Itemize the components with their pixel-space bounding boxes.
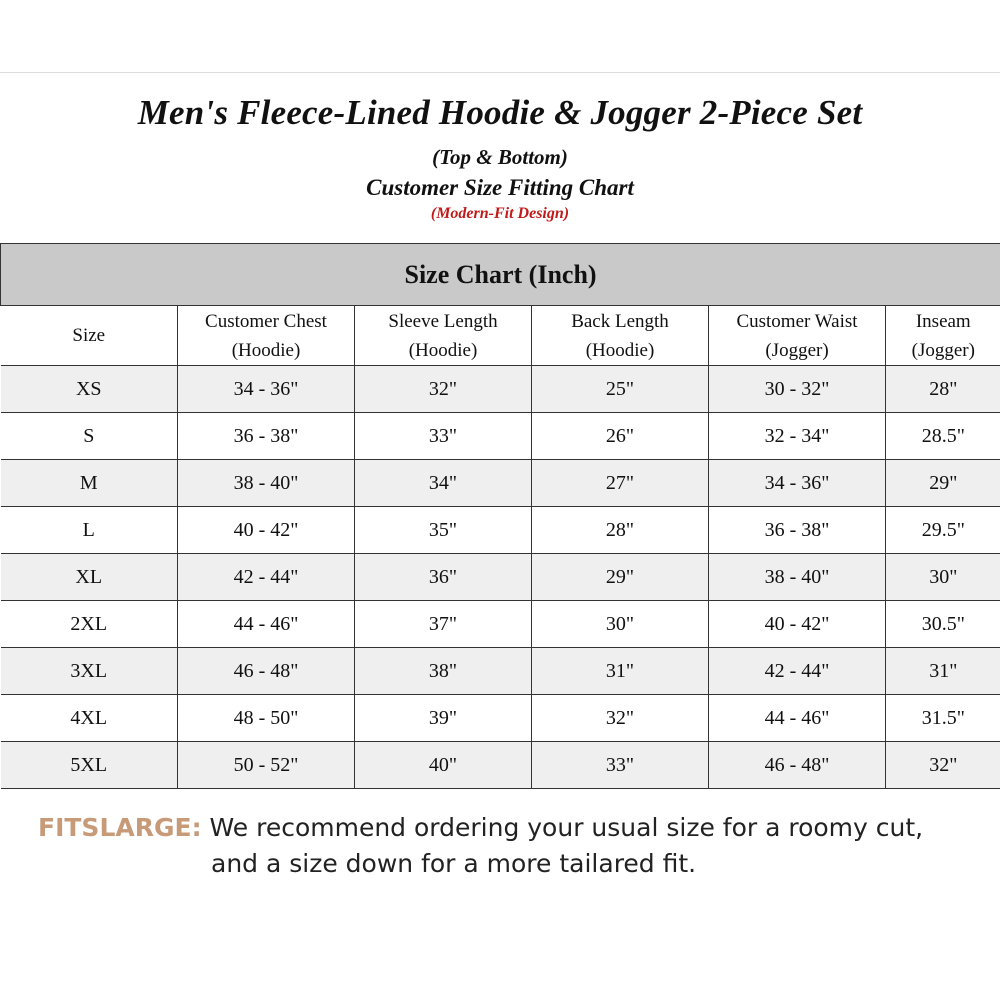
- table-row: [1, 695, 1000, 742]
- waist-cell: 34 - 36": [709, 460, 886, 507]
- chest-cell: 50 - 52": [178, 742, 355, 789]
- column-header-line: Customer Waist: [736, 310, 858, 332]
- waist-cell: 44 - 46": [709, 695, 886, 742]
- brand-label: FITSLARGE:: [38, 813, 202, 842]
- inseam-cell: 30": [886, 554, 1000, 601]
- chest-cell: 40 - 42": [178, 507, 355, 554]
- column-header-sleeve: [355, 306, 532, 366]
- inseam-cell: 29.5": [886, 507, 1000, 554]
- table-header-row: [1, 306, 1000, 366]
- size-cell: 3XL: [1, 648, 178, 695]
- column-header-line: Customer Chest: [205, 310, 327, 332]
- waist-cell: 36 - 38": [709, 507, 886, 554]
- column-header-size: [1, 306, 178, 366]
- column-header-line: Inseam: [915, 310, 971, 332]
- inseam-cell: 31.5": [886, 695, 1000, 742]
- inseam-cell: 29": [886, 460, 1000, 507]
- waist-cell: 30 - 32": [709, 366, 886, 413]
- chest-cell: 42 - 44": [178, 554, 355, 601]
- size-cell: L: [1, 507, 178, 554]
- chest-cell: 34 - 36": [178, 366, 355, 413]
- size-cell: 4XL: [1, 695, 178, 742]
- column-header-line: Sleeve Length: [388, 310, 498, 332]
- table-row: [1, 648, 1000, 695]
- chest-cell: 46 - 48": [178, 648, 355, 695]
- table-row: [1, 601, 1000, 648]
- fit-recommendation: [38, 810, 988, 846]
- recommendation-line-2: and a size down for a more tailared fit.: [211, 849, 697, 878]
- sleeve-cell: 36": [355, 554, 532, 601]
- column-header-subline: (Jogger): [911, 339, 975, 361]
- sleeve-cell: 34": [355, 460, 532, 507]
- back-length-cell: 27": [532, 460, 709, 507]
- chest-cell: 44 - 46": [178, 601, 355, 648]
- back-length-cell: 28": [532, 507, 709, 554]
- recommendation-line-1: We recommend ordering your usual size for a roomy cut,: [209, 813, 924, 842]
- back-length-cell: 25": [532, 366, 709, 413]
- inseam-cell: 28.5": [886, 413, 1000, 460]
- waist-cell: 46 - 48": [709, 742, 886, 789]
- header: [0, 72, 1000, 242]
- table-caption-row: [1, 244, 1000, 306]
- column-header-chest: [178, 306, 355, 366]
- table-caption: Size Chart (Inch): [1, 244, 1000, 306]
- size-cell: M: [1, 460, 178, 507]
- size-cell: 2XL: [1, 601, 178, 648]
- chart-name: Customer Size Fitting Chart: [366, 175, 634, 200]
- chest-cell: 48 - 50": [178, 695, 355, 742]
- sleeve-cell: 39": [355, 695, 532, 742]
- design-note: (Modern-Fit Design): [430, 205, 570, 222]
- column-header-inseam: [886, 306, 1000, 366]
- inseam-cell: 32": [886, 742, 1000, 789]
- chest-cell: 38 - 40": [178, 460, 355, 507]
- column-header-subline: (Hoodie): [585, 339, 655, 361]
- sleeve-cell: 35": [355, 507, 532, 554]
- column-header-subline: (Jogger): [765, 339, 829, 361]
- size-cell: S: [1, 413, 178, 460]
- column-header-subline: (Hoodie): [408, 339, 478, 361]
- sleeve-cell: 32": [355, 366, 532, 413]
- table-row: [1, 413, 1000, 460]
- waist-cell: 38 - 40": [709, 554, 886, 601]
- column-header-line: Size: [72, 325, 106, 346]
- inseam-cell: 28": [886, 366, 1000, 413]
- sleeve-cell: 38": [355, 648, 532, 695]
- back-length-cell: 33": [532, 742, 709, 789]
- table-row: [1, 366, 1000, 413]
- column-header-subline: (Hoodie): [231, 339, 301, 361]
- inseam-cell: 31": [886, 648, 1000, 695]
- column-header-waist: [709, 306, 886, 366]
- waist-cell: 40 - 42": [709, 601, 886, 648]
- size-chart-table: [0, 243, 1000, 789]
- back-length-cell: 31": [532, 648, 709, 695]
- size-cell: 5XL: [1, 742, 178, 789]
- column-header-line: Back Length: [571, 310, 669, 332]
- sleeve-cell: 33": [355, 413, 532, 460]
- back-length-cell: 30": [532, 601, 709, 648]
- table-row: [1, 742, 1000, 789]
- inseam-cell: 30.5": [886, 601, 1000, 648]
- back-length-cell: 29": [532, 554, 709, 601]
- sleeve-cell: 40": [355, 742, 532, 789]
- chest-cell: 36 - 38": [178, 413, 355, 460]
- back-length-cell: 26": [532, 413, 709, 460]
- table-row: [1, 507, 1000, 554]
- sleeve-cell: 37": [355, 601, 532, 648]
- size-cell: XS: [1, 366, 178, 413]
- column-header-back-length: [532, 306, 709, 366]
- table-row: [1, 460, 1000, 507]
- page-title: Men's Fleece-Lined Hoodie & Jogger 2-Piece Set: [137, 93, 863, 132]
- table-row: [1, 554, 1000, 601]
- waist-cell: 32 - 34": [709, 413, 886, 460]
- page-subtitle: (Top & Bottom): [432, 145, 568, 169]
- back-length-cell: 32": [532, 695, 709, 742]
- waist-cell: 42 - 44": [709, 648, 886, 695]
- size-cell: XL: [1, 554, 178, 601]
